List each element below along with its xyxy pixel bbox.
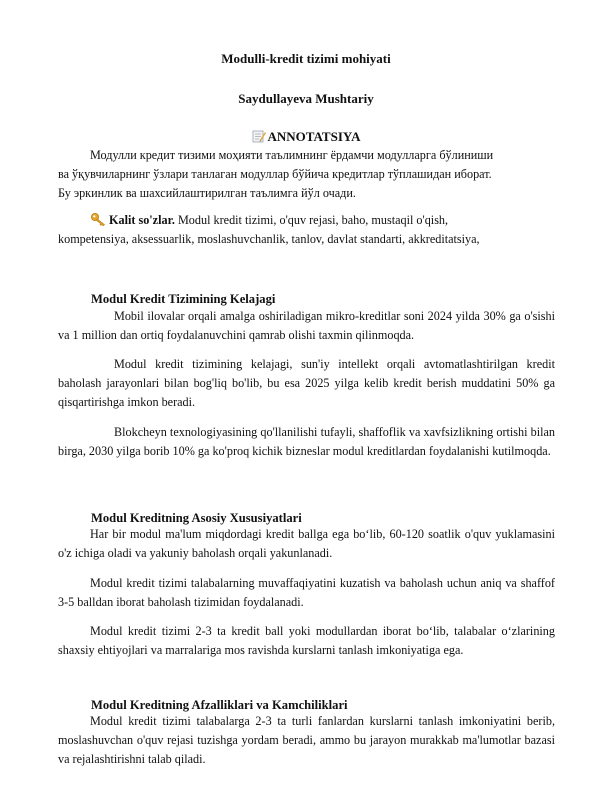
paragraph: Modul kredit tizimi 2-3 ta kredit ball yoki modullardan iborat bo‘lib, talabalar o‘zlarining shaxsiy ehtiyojlari va marralariga mos ravishda kurslarni tanlash imkoniyatiga ega. bbox=[58, 624, 555, 657]
document-title: Modulli-kredit tizimi mohiyati bbox=[221, 51, 391, 66]
annotation-text bbox=[58, 146, 555, 203]
section-body bbox=[58, 355, 555, 412]
annotation-line: Модулли кредит тизими моҳияти таълимнинг ёрдамчи модулларга бўлиниши bbox=[90, 148, 494, 162]
section-heading: Modul Kreditning Afzalliklari va Kamchiliklari bbox=[91, 698, 348, 712]
paragraph: Mobil ilovalar orqali amalga oshiriladigan mikro-kreditlar soni 2024 yilda 30% ga o'sishi va 1 million dan ortiq foydalanuvchini qamrab olishi taxmin qilinmoqda. bbox=[58, 309, 555, 342]
section-body bbox=[58, 525, 555, 563]
section-body bbox=[58, 712, 555, 769]
annotation-heading: ANNOTATSIYA bbox=[267, 129, 361, 144]
annotation-line: Бу эркинлик ва шахсийлаштирилган таълимга йўл очади. bbox=[58, 185, 356, 200]
keywords-text: Modul kredit tizimi, o'quv rejasi, baho, mustaqil o'qish, bbox=[177, 213, 449, 227]
paragraph: Blokcheyn texnologiyasining qo'llanilishi tufayli, shaffoflik va xavfsizlikning ortishi bilan birga, 2030 yilga borib 10% ga ko'proq kichik bizneslar modul kreditlardan foydalanishi kutilmoqda. bbox=[58, 425, 555, 458]
paragraph: Modul kredit tizimining kelajagi, sun'iy intellekt orqali avtomatlashtirilgan kredit baholash jarayonlari bilan bog'liq bo'lib, bu esa 2025 yilga kelib kredit berish muddatini 50% ga qisqartirishga imkon beradi. bbox=[58, 357, 555, 409]
section-body bbox=[58, 622, 555, 660]
annotation-line: ва ўқувчиларнинг ўзлари танлаган модуллар бўйича кредитлар тўплашидан иборат. bbox=[58, 166, 492, 181]
section-body bbox=[58, 307, 555, 345]
section-heading: Modul Kreditning Asosiy Xususiyatlari bbox=[91, 511, 302, 525]
paragraph: Modul kredit tizimi talabalarga 2-3 ta turli fanlardan kurslarni tanlash imkoniyatini berib, moslashuvchan o'quv rejasi tuzishga yordam beradi, ammo bu jarayon murakkab ma'lumotlar bazasi va rejalashtirishni talab qiladi. bbox=[58, 714, 555, 766]
paragraph: Har bir modul ma'lum miqdordagi kredit ballga ega bo‘lib, 60-120 soatlik o'quv yuklamasini o'z ichiga oladi va yakuniy baholash orqali yakunlanadi. bbox=[58, 527, 555, 560]
section-heading: Modul Kredit Tizimining Kelajagi bbox=[91, 292, 276, 306]
memo-icon bbox=[252, 129, 266, 143]
paragraph: Modul kredit tizimi talabalarning muvaffaqiyatini kuzatish va baholash uchun aniq va shaffof 3-5 balldan iborat baholash tizimidan foydalanadi. bbox=[58, 576, 555, 609]
document-author: Saydullayeva Mushtariy bbox=[238, 91, 374, 106]
section-body bbox=[58, 423, 555, 461]
key-icon bbox=[90, 212, 106, 226]
keywords-block bbox=[58, 211, 555, 249]
annotation-heading-row bbox=[0, 127, 612, 147]
keywords-line bbox=[58, 211, 555, 230]
keywords-label: Kalit so'zlar. bbox=[109, 213, 175, 227]
section-body bbox=[58, 574, 555, 612]
keywords-line: kompetensiya, aksessuarlik, moslashuvchanlik, tanlov, davlat standarti, akkreditatsiya, bbox=[58, 231, 480, 246]
